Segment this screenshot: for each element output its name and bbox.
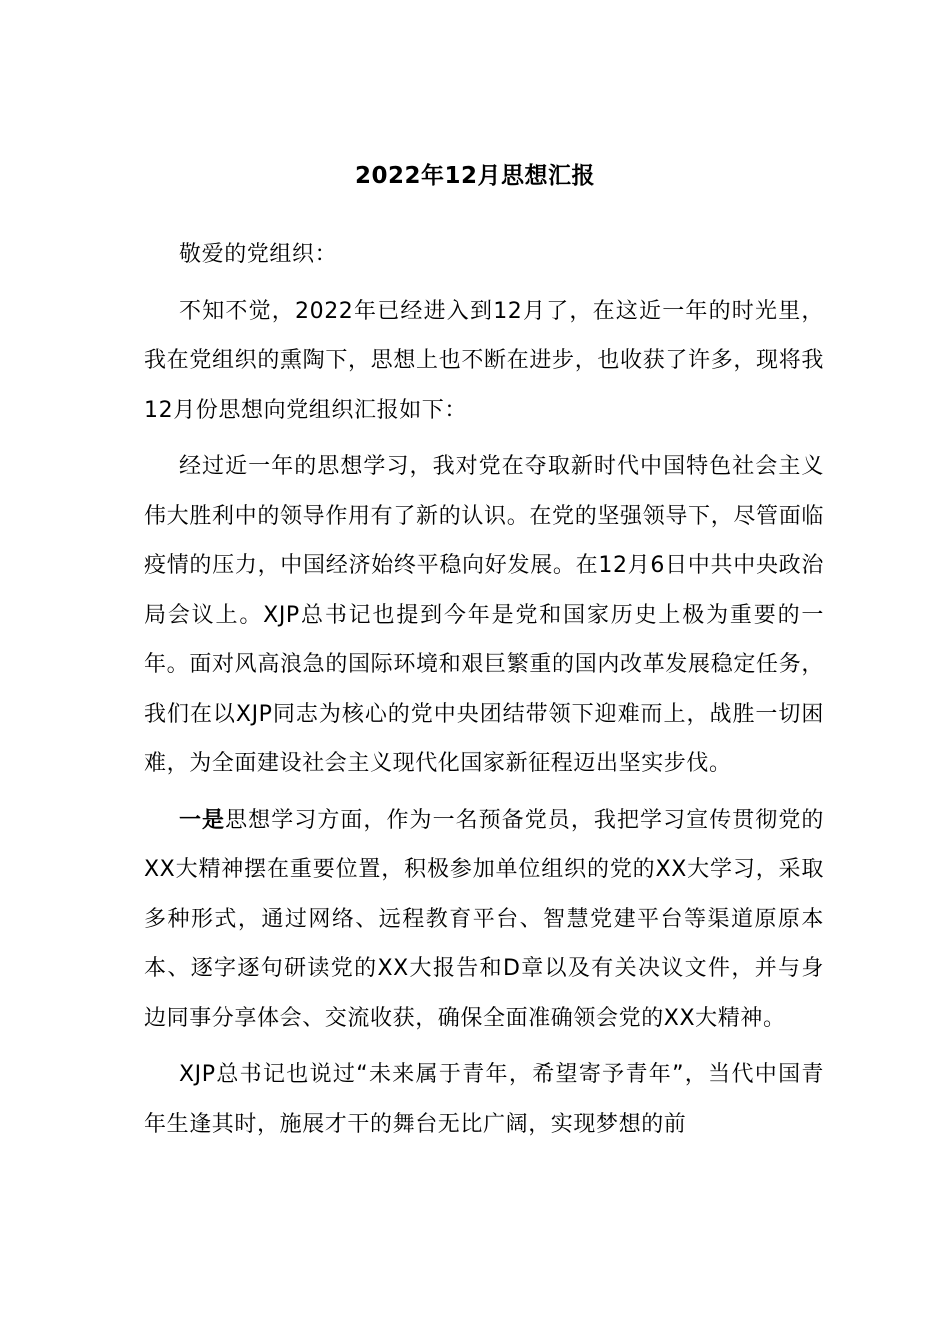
section-one-text: 思想学习方面，作为一名预备党员，我把学习宣传贯彻党的XX大精神摆在重要位置，积极参加单位组织的党的XX大学习，采取多种形式，通过网络、远程教育平台、智慧党建平台等渠道原原本本、逐字逐句研读党的XX大报告和D章以及有关决议文件，并与身边同事分享体会、交流收获，确保全面准确领会党的XX大精神。 bbox=[144, 807, 824, 1031]
paragraph-intro: 不知不觉，2022年已经进入到12月了，在这近一年的时光里，我在党组织的熏陶下，思想上也不断在进步，也收获了许多，现将我12月份思想向党组织汇报如下： bbox=[144, 298, 824, 423]
paragraph-learning: 经过近一年的思想学习，我对党在夺取新时代中国特色社会主义伟大胜利中的领导作用有了新的认识。在党的坚强领导下，尽管面临疫情的压力，中国经济始终平稳向好发展。在12月6日中共中央政治局会议上。XJP总书记也提到今年是党和国家历史上极为重要的一年。面对风高浪急的国际环境和艰巨繁重的国内改革发展稳定任务，我们在以XJP同志为核心的党中央团结带领下迎难而上，战胜一切困难，为全面建设社会主义现代化国家新征程迈出坚实步伐。 bbox=[144, 454, 824, 776]
document-body bbox=[144, 230, 824, 1149]
document-title: 2022年12月思想汇报 bbox=[354, 163, 596, 189]
salutation: 敬爱的党组织： bbox=[179, 242, 338, 267]
section-one-lead: 一是 bbox=[179, 807, 226, 833]
paragraph-section-one bbox=[144, 796, 824, 1044]
paragraph-closing: XJP总书记也说过“未来属于青年，希望寄予青年”，当代中国青年生逢其时，施展才干的舞台无比广阔，实现梦想的前 bbox=[144, 1062, 824, 1137]
